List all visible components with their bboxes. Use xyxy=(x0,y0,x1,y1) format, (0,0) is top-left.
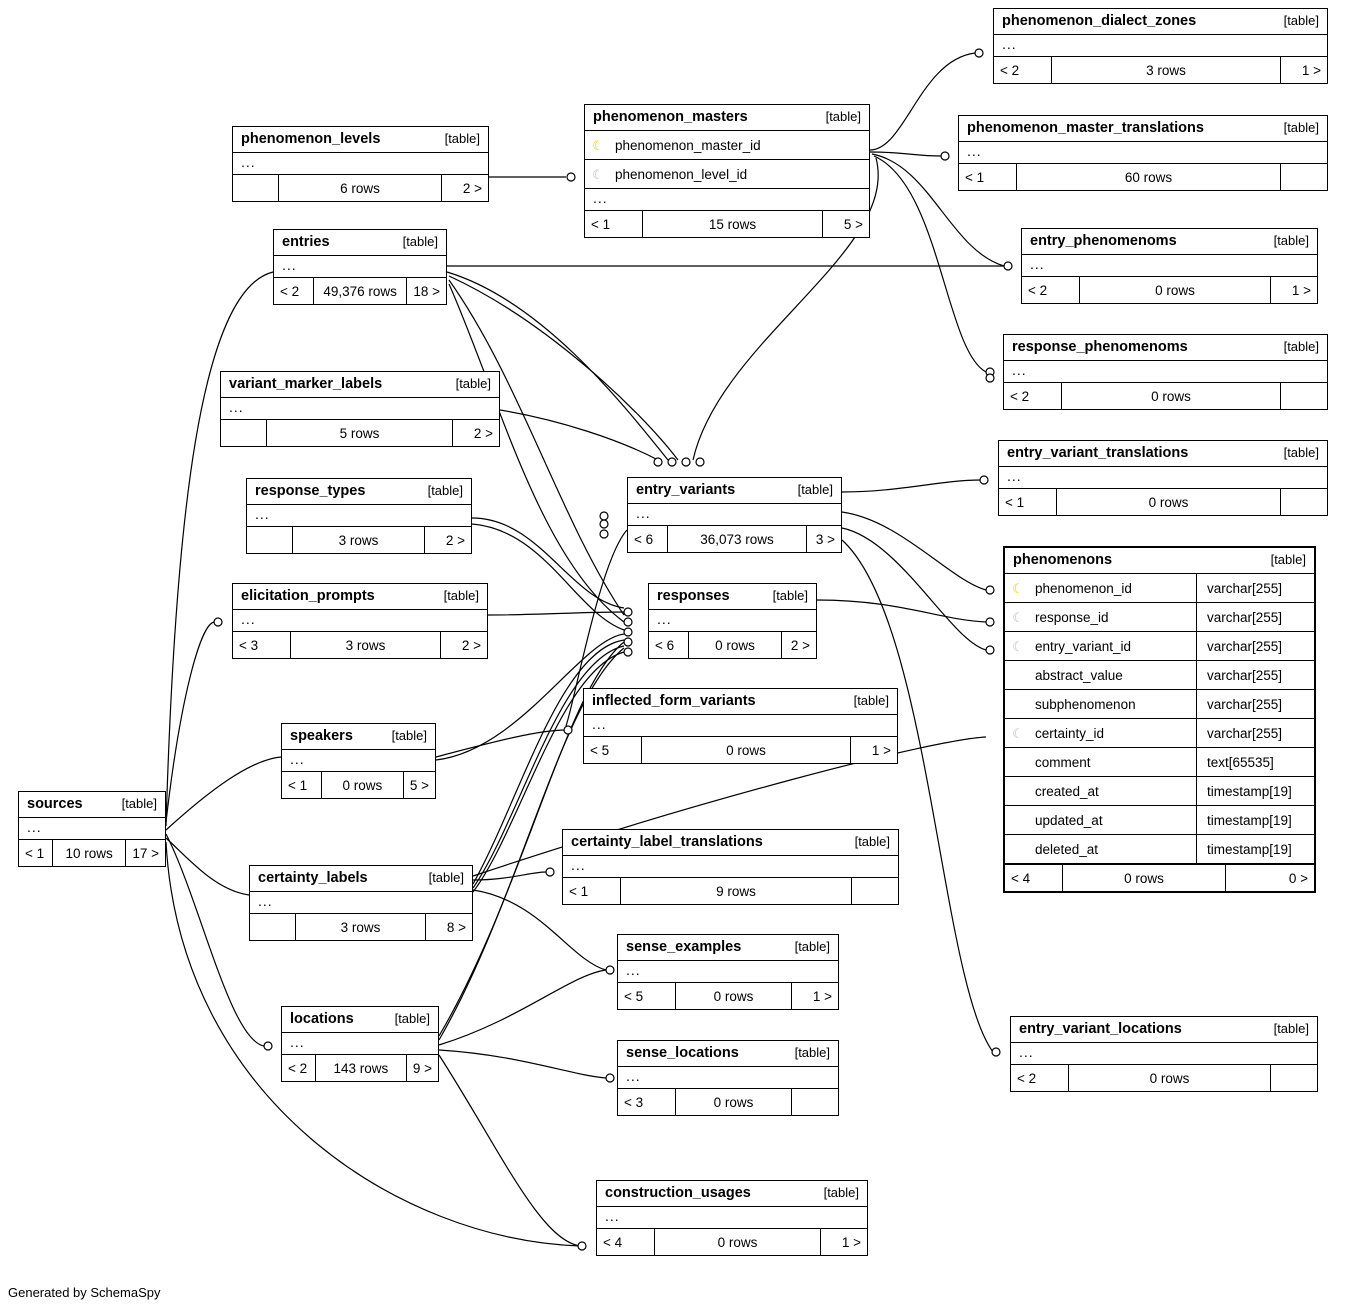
columns-ellipsis: ... xyxy=(282,750,435,772)
columns-ellipsis: ... xyxy=(618,961,838,983)
footer-outgoing: 0 > xyxy=(1288,870,1308,886)
column-name: phenomenon_master_id xyxy=(615,137,761,153)
table-column xyxy=(1005,690,1314,719)
table-title: response_types xyxy=(255,483,366,499)
table-footer xyxy=(247,527,471,553)
footer-outgoing: 9 > xyxy=(412,1060,432,1076)
columns-ellipsis: ... xyxy=(250,892,472,914)
table-footer xyxy=(233,175,488,201)
table-header xyxy=(1005,548,1314,574)
footer-incoming: < 1 xyxy=(959,164,1017,190)
footer-outgoing xyxy=(792,1089,838,1115)
table-title: entry_variants xyxy=(636,482,736,498)
columns-ellipsis: ... xyxy=(959,142,1327,164)
footer-outgoing: 2 > xyxy=(461,637,481,653)
footer-outgoing: 8 > xyxy=(446,919,466,935)
table-type-tag: [table] xyxy=(854,834,890,849)
table-node-phenomenon-levels[interactable] xyxy=(232,126,489,202)
footer-incoming: < 2 xyxy=(1004,383,1062,409)
column-name: comment xyxy=(1035,754,1091,770)
footer-incoming: < 1 xyxy=(563,878,621,904)
table-node-speakers[interactable] xyxy=(281,723,436,799)
columns-ellipsis: ... xyxy=(584,715,897,737)
table-column xyxy=(1005,748,1314,777)
table-column xyxy=(1005,603,1314,632)
footer-incoming: < 5 xyxy=(584,737,642,763)
footer-incoming: < 2 xyxy=(274,278,314,304)
columns-ellipsis: ... xyxy=(563,856,898,878)
footer-rowcount: 60 rows xyxy=(1017,164,1281,190)
footer-rowcount: 3 rows xyxy=(291,632,441,658)
table-node-response-phenomenoms[interactable] xyxy=(1003,334,1328,410)
column-type: text[65535] xyxy=(1196,748,1314,776)
columns-ellipsis: ... xyxy=(585,189,869,211)
column-type: timestamp[19] xyxy=(1196,835,1314,863)
footer-rowcount: 0 rows xyxy=(676,983,792,1009)
table-node-locations[interactable] xyxy=(281,1006,439,1082)
table-header xyxy=(959,116,1327,142)
footer-outgoing xyxy=(1281,489,1327,515)
table-header xyxy=(19,792,165,818)
table-node-phenomenons[interactable] xyxy=(1003,546,1316,893)
footer-rowcount: 6 rows xyxy=(279,175,442,201)
foreign-key-icon: ☾ xyxy=(592,166,604,182)
table-header xyxy=(999,441,1327,467)
footer-outgoing: 18 > xyxy=(413,283,440,299)
columns-ellipsis: ... xyxy=(597,1207,867,1229)
footer-outgoing xyxy=(1281,383,1327,409)
table-header xyxy=(649,584,816,610)
columns-ellipsis: ... xyxy=(628,504,841,526)
table-node-entry-variant-locations[interactable] xyxy=(1010,1016,1318,1092)
column-type: varchar[255] xyxy=(1196,574,1314,602)
table-column xyxy=(585,160,869,189)
table-header xyxy=(221,372,499,398)
table-header xyxy=(994,9,1327,35)
footer-outgoing: 1 > xyxy=(871,742,891,758)
table-type-tag: [table] xyxy=(823,1185,859,1200)
column-name: deleted_at xyxy=(1035,841,1099,857)
column-name: response_id xyxy=(1035,609,1109,625)
footer-rowcount: 3 rows xyxy=(293,527,425,553)
table-type-tag: [table] xyxy=(1283,445,1319,460)
column-name: created_at xyxy=(1035,783,1099,799)
footer-rowcount: 3 rows xyxy=(1052,57,1281,83)
foreign-key-icon: ☾ xyxy=(1012,638,1024,654)
table-type-tag: [table] xyxy=(825,109,861,124)
footer-outgoing: 2 > xyxy=(462,180,482,196)
table-node-phenomenon-masters[interactable] xyxy=(584,104,870,238)
columns-ellipsis: ... xyxy=(221,398,499,420)
table-title: sense_locations xyxy=(626,1045,739,1061)
generator-credit: Generated by SchemaSpy xyxy=(8,1285,161,1300)
footer-rowcount: 10 rows xyxy=(53,840,126,866)
table-title: certainty_label_translations xyxy=(571,834,763,850)
columns-ellipsis: ... xyxy=(1004,361,1327,383)
table-title: variant_marker_labels xyxy=(229,376,383,392)
table-title: phenomenon_masters xyxy=(593,109,748,125)
columns-ellipsis: ... xyxy=(618,1067,838,1089)
table-title: sources xyxy=(27,796,83,812)
table-title: entry_phenomenoms xyxy=(1030,233,1177,249)
footer-outgoing xyxy=(1281,164,1327,190)
foreign-key-icon: ☾ xyxy=(1012,725,1024,741)
footer-rowcount: 0 rows xyxy=(1062,383,1281,409)
footer-rowcount: 0 rows xyxy=(655,1229,821,1255)
column-name: subphenomenon xyxy=(1035,696,1136,712)
table-title: sense_examples xyxy=(626,939,742,955)
column-name: entry_variant_id xyxy=(1035,638,1132,654)
table-type-tag: [table] xyxy=(121,796,157,811)
table-node-entry-variant-translations[interactable] xyxy=(998,440,1328,516)
footer-rowcount: 5 rows xyxy=(267,420,453,446)
table-node-entry-phenomenoms[interactable] xyxy=(1021,228,1318,304)
table-type-tag: [table] xyxy=(794,1045,830,1060)
table-header xyxy=(597,1181,867,1207)
table-title: speakers xyxy=(290,728,353,744)
columns-ellipsis: ... xyxy=(233,153,488,175)
footer-outgoing xyxy=(852,878,898,904)
footer-incoming: < 3 xyxy=(618,1089,676,1115)
table-title: phenomenon_master_translations xyxy=(967,120,1204,136)
table-title: elicitation_prompts xyxy=(241,588,375,604)
footer-rowcount: 0 rows xyxy=(1069,1065,1271,1091)
table-header xyxy=(233,127,488,153)
table-type-tag: [table] xyxy=(794,939,830,954)
table-node-phenomenon-dialect-zones[interactable] xyxy=(993,8,1328,84)
table-type-tag: [table] xyxy=(443,588,479,603)
footer-rowcount: 0 rows xyxy=(676,1089,792,1115)
table-node-certainty-label-translations[interactable] xyxy=(562,829,899,905)
table-type-tag: [table] xyxy=(427,483,463,498)
table-type-tag: [table] xyxy=(1283,120,1319,135)
table-column xyxy=(1005,719,1314,748)
table-header xyxy=(1022,229,1317,255)
table-footer xyxy=(628,526,841,552)
table-footer xyxy=(994,57,1327,83)
columns-ellipsis: ... xyxy=(994,35,1327,57)
footer-incoming: < 6 xyxy=(649,632,689,658)
column-type: varchar[255] xyxy=(1196,603,1314,631)
footer-incoming: < 1 xyxy=(999,489,1057,515)
table-title: phenomenon_levels xyxy=(241,131,381,147)
table-footer xyxy=(649,632,816,658)
table-node-sources[interactable] xyxy=(18,791,166,867)
table-header xyxy=(1004,335,1327,361)
footer-incoming: < 6 xyxy=(628,526,668,552)
table-node-elicitation-prompts[interactable] xyxy=(232,583,488,659)
table-header xyxy=(282,724,435,750)
columns-ellipsis: ... xyxy=(19,818,165,840)
table-node-entries[interactable] xyxy=(273,229,447,305)
table-node-sense-examples[interactable] xyxy=(617,934,839,1010)
table-header xyxy=(1011,1017,1317,1043)
column-name: certainty_id xyxy=(1035,725,1105,741)
table-title: phenomenons xyxy=(1013,552,1113,568)
table-footer xyxy=(1004,383,1327,409)
table-footer xyxy=(563,878,898,904)
columns-ellipsis: ... xyxy=(1011,1043,1317,1065)
table-header xyxy=(584,689,897,715)
table-type-tag: [table] xyxy=(797,482,833,497)
footer-rowcount: 9 rows xyxy=(621,878,852,904)
table-node-responses[interactable] xyxy=(648,583,817,659)
table-footer xyxy=(1011,1065,1317,1091)
footer-rowcount: 15 rows xyxy=(643,211,823,237)
table-header xyxy=(585,105,869,131)
table-header xyxy=(618,1041,838,1067)
table-type-tag: [table] xyxy=(455,376,491,391)
columns-ellipsis: ... xyxy=(282,1033,438,1055)
footer-outgoing: 2 > xyxy=(790,637,810,653)
footer-incoming: < 1 xyxy=(282,772,322,798)
table-title: response_phenomenoms xyxy=(1012,339,1188,355)
table-footer xyxy=(584,737,897,763)
table-header xyxy=(282,1007,438,1033)
primary-key-icon: ☾ xyxy=(1012,580,1024,596)
table-footer xyxy=(597,1229,867,1255)
table-node-sense-locations[interactable] xyxy=(617,1040,839,1116)
table-node-certainty-labels[interactable] xyxy=(249,865,473,941)
columns-ellipsis: ... xyxy=(247,505,471,527)
footer-incoming: < 1 xyxy=(19,840,53,866)
table-footer xyxy=(618,983,838,1009)
footer-incoming: < 2 xyxy=(282,1055,316,1081)
columns-ellipsis: ... xyxy=(999,467,1327,489)
table-footer xyxy=(221,420,499,446)
footer-incoming: < 2 xyxy=(1011,1065,1069,1091)
table-node-response-types[interactable] xyxy=(246,478,472,554)
column-type: varchar[255] xyxy=(1196,661,1314,689)
table-header xyxy=(628,478,841,504)
table-column xyxy=(1005,661,1314,690)
table-type-tag: [table] xyxy=(391,728,427,743)
table-type-tag: [table] xyxy=(1270,552,1306,567)
footer-outgoing: 2 > xyxy=(473,425,493,441)
table-footer xyxy=(959,164,1327,190)
table-footer xyxy=(233,632,487,658)
table-footer xyxy=(585,211,869,237)
footer-rowcount: 49,376 rows xyxy=(314,278,407,304)
column-name: phenomenon_level_id xyxy=(615,166,748,182)
footer-incoming xyxy=(250,914,296,940)
table-title: locations xyxy=(290,1011,354,1027)
table-type-tag: [table] xyxy=(402,234,438,249)
footer-outgoing: 1 > xyxy=(812,988,832,1004)
footer-rowcount: 0 rows xyxy=(642,737,851,763)
column-name: abstract_value xyxy=(1035,667,1123,683)
footer-outgoing: 5 > xyxy=(843,216,863,232)
table-node-construction-usages[interactable] xyxy=(596,1180,868,1256)
footer-rowcount: 36,073 rows xyxy=(668,526,807,552)
footer-incoming xyxy=(233,175,279,201)
table-column xyxy=(1005,574,1314,603)
footer-incoming: < 2 xyxy=(1022,277,1080,303)
table-type-tag: [table] xyxy=(853,693,889,708)
footer-outgoing: 3 > xyxy=(815,531,835,547)
footer-outgoing: 1 > xyxy=(1291,282,1311,298)
column-type: varchar[255] xyxy=(1196,690,1314,718)
table-column xyxy=(1005,632,1314,661)
table-footer xyxy=(999,489,1327,515)
table-type-tag: [table] xyxy=(1273,1021,1309,1036)
column-name: phenomenon_id xyxy=(1035,580,1132,596)
table-header xyxy=(247,479,471,505)
table-title: inflected_form_variants xyxy=(592,693,756,709)
footer-outgoing: 17 > xyxy=(132,845,159,861)
table-header xyxy=(250,866,472,892)
footer-rowcount: 0 rows xyxy=(1063,865,1226,891)
columns-ellipsis: ... xyxy=(274,256,446,278)
table-footer xyxy=(1022,277,1317,303)
footer-rowcount: 0 rows xyxy=(322,772,404,798)
footer-incoming: < 5 xyxy=(618,983,676,1009)
footer-incoming xyxy=(221,420,267,446)
column-name: updated_at xyxy=(1035,812,1103,828)
table-header xyxy=(233,584,487,610)
table-node-variant-marker-labels[interactable] xyxy=(220,371,500,447)
table-type-tag: [table] xyxy=(1273,233,1309,248)
table-type-tag: [table] xyxy=(428,870,464,885)
footer-outgoing: 1 > xyxy=(841,1234,861,1250)
table-header xyxy=(274,230,446,256)
footer-incoming: < 3 xyxy=(233,632,291,658)
column-type: varchar[255] xyxy=(1196,632,1314,660)
footer-incoming: < 2 xyxy=(994,57,1052,83)
columns-ellipsis: ... xyxy=(1022,255,1317,277)
footer-outgoing: 5 > xyxy=(409,777,429,793)
table-footer xyxy=(618,1089,838,1115)
footer-rowcount: 0 rows xyxy=(689,632,782,658)
footer-incoming xyxy=(247,527,293,553)
footer-incoming: < 4 xyxy=(1005,865,1063,891)
table-title: responses xyxy=(657,588,730,604)
table-type-tag: [table] xyxy=(394,1011,430,1026)
table-type-tag: [table] xyxy=(1283,13,1319,28)
columns-ellipsis: ... xyxy=(233,610,487,632)
footer-outgoing xyxy=(1271,1065,1317,1091)
footer-outgoing: 1 > xyxy=(1301,62,1321,78)
table-header xyxy=(563,830,898,856)
footer-incoming: < 4 xyxy=(597,1229,655,1255)
table-column xyxy=(1005,835,1314,864)
table-column xyxy=(1005,777,1314,806)
table-footer xyxy=(250,914,472,940)
table-column xyxy=(585,131,869,160)
footer-rowcount: 3 rows xyxy=(296,914,426,940)
footer-rowcount: 0 rows xyxy=(1057,489,1281,515)
footer-outgoing: 2 > xyxy=(445,532,465,548)
column-type: timestamp[19] xyxy=(1196,806,1314,834)
table-footer xyxy=(1005,864,1314,891)
footer-incoming: < 1 xyxy=(585,211,643,237)
table-title: entry_variant_locations xyxy=(1019,1021,1182,1037)
table-title: phenomenon_dialect_zones xyxy=(1002,13,1197,29)
column-type: varchar[255] xyxy=(1196,719,1314,747)
table-node-inflected-form-variants[interactable] xyxy=(583,688,898,764)
table-node-entry-variants[interactable] xyxy=(627,477,842,553)
table-type-tag: [table] xyxy=(444,131,480,146)
foreign-key-icon: ☾ xyxy=(1012,609,1024,625)
table-title: certainty_labels xyxy=(258,870,368,886)
table-type-tag: [table] xyxy=(772,588,808,603)
footer-rowcount: 0 rows xyxy=(1080,277,1271,303)
table-footer xyxy=(282,1055,438,1081)
table-node-phenomenon-master-translations[interactable] xyxy=(958,115,1328,191)
table-title: entry_variant_translations xyxy=(1007,445,1189,461)
footer-rowcount: 143 rows xyxy=(316,1055,407,1081)
primary-key-icon: ☾ xyxy=(592,137,604,153)
table-footer xyxy=(274,278,446,304)
table-footer xyxy=(19,840,165,866)
table-title: construction_usages xyxy=(605,1185,751,1201)
table-footer xyxy=(282,772,435,798)
table-title: entries xyxy=(282,234,330,250)
columns-ellipsis: ... xyxy=(649,610,816,632)
table-type-tag: [table] xyxy=(1283,339,1319,354)
column-type: timestamp[19] xyxy=(1196,777,1314,805)
table-column xyxy=(1005,806,1314,835)
table-header xyxy=(618,935,838,961)
